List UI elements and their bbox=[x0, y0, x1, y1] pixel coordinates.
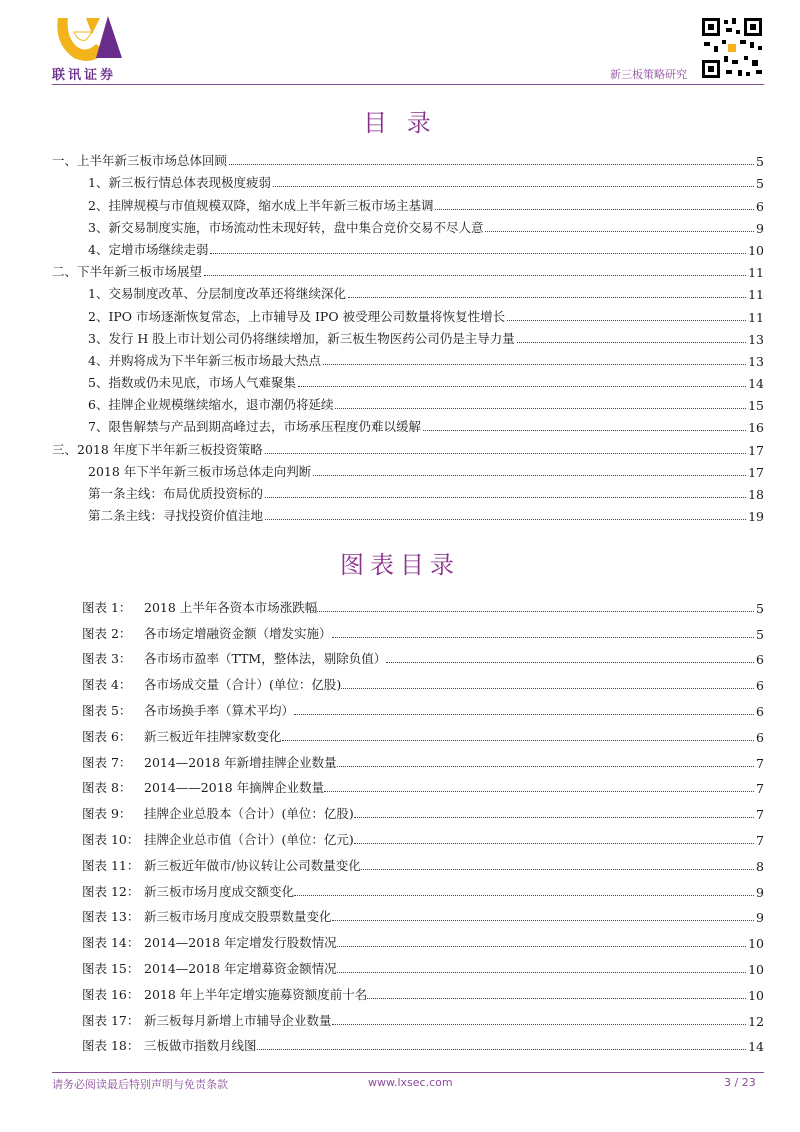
figure-entry[interactable] bbox=[52, 745, 764, 771]
figure-entry-text: 新三板近年挂牌家数变化 bbox=[144, 728, 282, 744]
figure-entry-text: 2014—2018 年定增发行股数情况 bbox=[144, 935, 337, 951]
figure-entry[interactable] bbox=[52, 848, 764, 874]
figure-entry-label: 图表 15： bbox=[82, 960, 140, 976]
toc-entry[interactable] bbox=[52, 258, 764, 280]
figure-entry-text: 各市场定增融资金额（增发实施） bbox=[144, 625, 332, 641]
toc-entry-text: 第一条主线：布局优质投资标的 bbox=[52, 484, 265, 502]
toc-entry-page: 6 bbox=[756, 198, 764, 214]
dot-leader bbox=[294, 714, 754, 715]
toc-entry-text: 4、并购将成为下半年新三板市场最大热点 bbox=[52, 351, 323, 369]
qr-code-icon bbox=[700, 16, 764, 80]
website-link[interactable]: www.lxsec.com bbox=[368, 1076, 453, 1089]
toc-entry-text: 1、新三板行情总体表现极度疲弱 bbox=[52, 173, 273, 191]
figure-entry-text: 2018 上半年各资本市场涨跌幅 bbox=[144, 599, 318, 615]
figure-entry-label: 图表 7： bbox=[82, 754, 132, 770]
logo-mark-icon bbox=[52, 14, 126, 64]
toc-entry[interactable] bbox=[52, 214, 764, 236]
figure-entry-label: 图表 11： bbox=[82, 857, 140, 873]
dot-leader bbox=[332, 920, 755, 921]
dot-leader bbox=[332, 1024, 747, 1025]
figure-entry-page: 5 bbox=[756, 600, 764, 616]
figure-entry[interactable] bbox=[52, 796, 764, 822]
dot-leader bbox=[361, 869, 754, 870]
figure-entry[interactable] bbox=[52, 590, 764, 616]
toc-entry-text: 5、指数或仍未见底，市场人气难聚集 bbox=[52, 373, 298, 391]
figure-entry-page: 10 bbox=[748, 961, 764, 977]
figure-entry-label: 图表 2： bbox=[82, 625, 132, 641]
figure-entry-page: 7 bbox=[756, 807, 764, 823]
dot-leader bbox=[298, 386, 746, 387]
figure-entry[interactable] bbox=[52, 1029, 764, 1055]
figure-entry-page: 6 bbox=[756, 703, 764, 719]
figure-entry[interactable] bbox=[52, 693, 764, 719]
dot-leader bbox=[317, 611, 754, 612]
toc-entry-text: 2、IPO 市场逐渐恢复常态，上市辅导及 IPO 被受理公司数量将恢复性增长 bbox=[52, 307, 507, 325]
dot-leader bbox=[273, 186, 754, 187]
toc-entry-text: 6、挂牌企业规模继续缩水，退市潮仍将延续 bbox=[52, 395, 335, 413]
figure-entry-page: 10 bbox=[748, 987, 764, 1003]
toc-entry[interactable] bbox=[52, 347, 764, 369]
figure-entry-text: 新三板近年做市/协议转让公司数量变化 bbox=[144, 857, 361, 873]
dot-leader bbox=[332, 637, 755, 638]
figure-entry-page: 8 bbox=[756, 858, 764, 874]
figure-entry[interactable] bbox=[52, 951, 764, 977]
toc-entry-page: 16 bbox=[748, 420, 764, 436]
figure-entry-page: 6 bbox=[756, 652, 764, 668]
figure-entry[interactable] bbox=[52, 977, 764, 1003]
figure-entry[interactable] bbox=[52, 616, 764, 642]
toc-entry[interactable] bbox=[52, 147, 764, 169]
dot-leader bbox=[204, 275, 746, 276]
toc-entry-page: 5 bbox=[756, 154, 764, 170]
toc-entry-text: 3、新交易制度实施，市场流动性未现好转，盘中集合竞价交易不尽人意 bbox=[52, 218, 485, 236]
figure-entry-label: 图表 3： bbox=[82, 651, 132, 667]
dot-leader bbox=[324, 791, 754, 792]
toc-entry[interactable] bbox=[52, 458, 764, 480]
figure-entry-text: 挂牌企业总股本（合计）(单位：亿股) bbox=[144, 806, 354, 822]
figures-list bbox=[52, 590, 764, 1054]
figure-entry-page: 6 bbox=[756, 729, 764, 745]
toc-entry-text: 3、发行 H 股上市计划公司仍将继续增加，新三板生物医药公司仍是主导力量 bbox=[52, 329, 517, 347]
dot-leader bbox=[265, 453, 746, 454]
figure-entry-text: 各市场换手率（算术平均） bbox=[144, 702, 295, 718]
toc-entry-page: 14 bbox=[748, 376, 764, 392]
disclaimer-link[interactable]: 请务必阅读最后特别声明与免责条款 bbox=[52, 1078, 228, 1091]
figure-entry-page: 7 bbox=[756, 755, 764, 771]
figure-entry-page: 9 bbox=[756, 884, 764, 900]
figure-entry-label: 图表 8： bbox=[82, 780, 132, 796]
dot-leader bbox=[337, 766, 754, 767]
company-logo-text: 联讯证券 bbox=[52, 68, 117, 83]
dot-leader bbox=[282, 740, 755, 741]
figure-entry[interactable] bbox=[52, 1003, 764, 1029]
header-divider bbox=[52, 84, 764, 85]
toc-entry-page: 11 bbox=[748, 265, 764, 281]
toc-entry-page: 10 bbox=[748, 242, 764, 258]
figure-entry-label: 图表 5： bbox=[82, 702, 132, 718]
figure-entry-text: 三板做市指数月线图 bbox=[144, 1038, 257, 1054]
figure-entry-text: 新三板市场月度成交股票数量变化 bbox=[144, 909, 332, 925]
toc-entry-text: 一、上半年新三板市场总体回顾 bbox=[52, 153, 228, 169]
toc-entry-page: 17 bbox=[748, 464, 764, 480]
dot-leader bbox=[265, 519, 746, 520]
toc-entry[interactable] bbox=[52, 325, 764, 347]
figure-entry-label: 图表 16： bbox=[82, 986, 140, 1002]
figure-entry-page: 9 bbox=[756, 910, 764, 926]
figure-entry-label: 图表 14： bbox=[82, 935, 140, 951]
figure-entry-label: 图表 17： bbox=[82, 1012, 140, 1028]
toc-entry-page: 5 bbox=[756, 176, 764, 192]
toc-entry[interactable] bbox=[52, 413, 764, 435]
toc-entry[interactable] bbox=[52, 480, 764, 502]
toc-entry[interactable] bbox=[52, 391, 764, 413]
figure-entry-label: 图表 10： bbox=[82, 831, 140, 847]
toc-entry-page: 17 bbox=[748, 442, 764, 458]
dot-leader bbox=[341, 688, 754, 689]
toc-entry-page: 18 bbox=[748, 487, 764, 502]
dot-leader bbox=[337, 946, 746, 947]
figure-entry-text: 挂牌企业总市值（合计）(单位：亿元) bbox=[144, 831, 354, 847]
dot-leader bbox=[507, 320, 746, 321]
figure-entry[interactable] bbox=[52, 642, 764, 668]
toc-title: 目 录 bbox=[363, 109, 437, 137]
toc-entry-text: 7、限售解禁与产品到期高峰过去，市场承压程度仍难以缓解 bbox=[52, 417, 423, 435]
toc-entry-text: 4、定增市场继续走弱 bbox=[52, 240, 210, 258]
figure-entry-label: 图表 4： bbox=[82, 677, 132, 693]
figure-entry-text: 各市场市盈率（TTM，整体法，剔除负值） bbox=[144, 651, 387, 667]
toc-entry[interactable] bbox=[52, 191, 764, 213]
dot-leader bbox=[313, 475, 746, 476]
toc-entry[interactable] bbox=[52, 369, 764, 391]
toc-entry[interactable] bbox=[52, 435, 764, 457]
figure-entry[interactable] bbox=[52, 822, 764, 848]
figure-entry-text: 新三板市场月度成交额变化 bbox=[144, 883, 295, 899]
toc-entry-page: 11 bbox=[748, 287, 764, 303]
toc-entry-text: 2018 年下半年新三板市场总体走向判断 bbox=[52, 462, 313, 480]
dot-leader bbox=[517, 342, 746, 343]
dot-leader bbox=[354, 843, 754, 844]
dot-leader bbox=[485, 231, 754, 232]
figure-entry-text: 各市场成交量（合计）(单位：亿股) bbox=[144, 677, 342, 693]
figure-entry-label: 图表 18： bbox=[82, 1038, 140, 1054]
figures-title: 图表目录 bbox=[340, 551, 460, 579]
dot-leader bbox=[229, 164, 754, 165]
figure-entry-page: 6 bbox=[756, 678, 764, 694]
figure-entry[interactable] bbox=[52, 771, 764, 797]
toc-entry[interactable] bbox=[52, 280, 764, 302]
figure-entry-label: 图表 9： bbox=[82, 806, 132, 822]
figure-entry[interactable] bbox=[52, 667, 764, 693]
toc-entry-page: 15 bbox=[748, 398, 764, 414]
dot-leader bbox=[367, 998, 746, 999]
dot-leader bbox=[265, 497, 746, 498]
dot-leader bbox=[435, 209, 754, 210]
dot-leader bbox=[335, 408, 746, 409]
figure-entry-text: 新三板每月新增上市辅导企业数量 bbox=[144, 1012, 332, 1028]
figure-entry-text: 2014——2018 年摘牌企业数量 bbox=[144, 780, 325, 796]
toc-entry-text: 三、2018 年度下半年新三板投资策略 bbox=[52, 441, 263, 457]
toc-entry[interactable] bbox=[52, 169, 764, 191]
page-number: 3 / 23 bbox=[724, 1076, 756, 1089]
dot-leader bbox=[348, 297, 746, 298]
toc-entry-text: 第二条主线：寻找投资价值洼地 bbox=[52, 506, 265, 524]
figure-entry-label: 图表 1： bbox=[82, 599, 132, 615]
figure-entry[interactable] bbox=[52, 925, 764, 951]
dot-leader bbox=[210, 253, 746, 254]
dot-leader bbox=[423, 430, 746, 431]
figure-entry[interactable] bbox=[52, 874, 764, 900]
figure-entry[interactable] bbox=[52, 719, 764, 745]
figure-entry-page: 5 bbox=[756, 626, 764, 642]
figure-entry-page: 7 bbox=[756, 781, 764, 797]
figure-entry-page: 10 bbox=[748, 936, 764, 952]
figure-entry-label: 图表 6： bbox=[82, 728, 132, 744]
figure-entry[interactable] bbox=[52, 900, 764, 926]
dot-leader bbox=[257, 1049, 747, 1050]
dot-leader bbox=[323, 364, 746, 365]
toc-entry-page: 13 bbox=[748, 353, 764, 369]
figure-entry-label: 图表 13： bbox=[82, 909, 140, 925]
figure-entry-text: 2018 年上半年定增实施募资额度前十名 bbox=[144, 986, 368, 1002]
toc-entry-page: 13 bbox=[748, 331, 764, 347]
toc-entry-text: 2、挂牌规模与市值规模双降，缩水成上半年新三板市场主基调 bbox=[52, 196, 435, 214]
dot-leader bbox=[386, 662, 754, 663]
report-category: 新三板策略研究 bbox=[610, 68, 687, 81]
figure-entry-label: 图表 12： bbox=[82, 883, 140, 899]
figure-entry-text: 2014—2018 年新增挂牌企业数量 bbox=[144, 754, 337, 770]
figure-entry-text: 2014—2018 年定增募资金额情况 bbox=[144, 960, 337, 976]
toc-entry[interactable] bbox=[52, 502, 764, 524]
dot-leader bbox=[294, 895, 754, 896]
dot-leader bbox=[354, 817, 754, 818]
footer-divider bbox=[52, 1072, 764, 1073]
toc-entry-text: 1、交易制度改革、分层制度改革还将继续深化 bbox=[52, 284, 348, 302]
toc-entry-page: 9 bbox=[756, 220, 764, 236]
figure-entry-page: 14 bbox=[748, 1039, 764, 1055]
dot-leader bbox=[337, 972, 746, 973]
toc-entry-page: 19 bbox=[748, 509, 764, 525]
toc-list bbox=[52, 147, 764, 524]
toc-entry[interactable] bbox=[52, 236, 764, 258]
toc-entry-text: 二、下半年新三板市场展望 bbox=[52, 264, 203, 280]
toc-entry-page: 11 bbox=[748, 309, 764, 325]
toc-entry[interactable] bbox=[52, 302, 764, 324]
figure-entry-page: 12 bbox=[748, 1013, 764, 1029]
figure-entry-page: 7 bbox=[756, 832, 764, 848]
